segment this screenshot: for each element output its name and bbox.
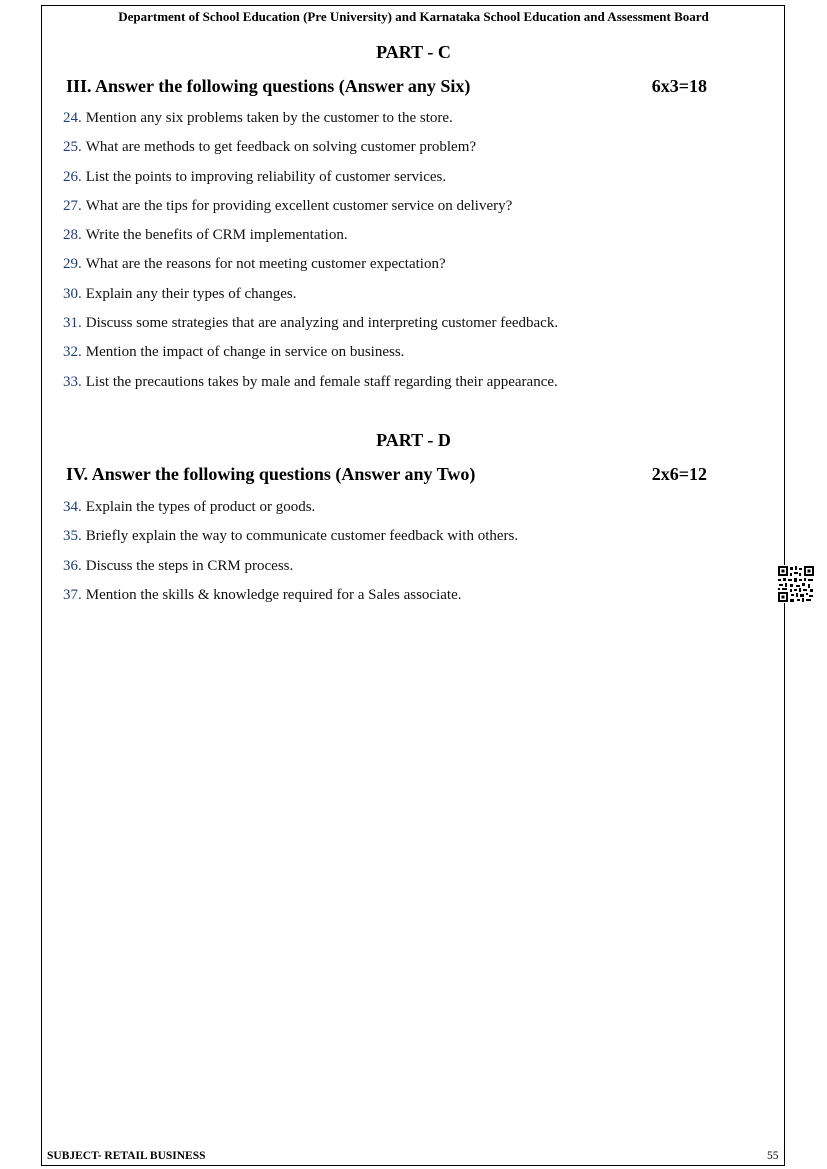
question-number: 32. — [63, 344, 82, 361]
part-c-title: PART - C — [376, 42, 451, 62]
part-d-question-list — [63, 497, 763, 614]
question-text: Mention any six problems taken by the customer to the store. — [85, 110, 453, 126]
question-item — [63, 556, 763, 585]
page-number: 55 — [767, 1150, 779, 1162]
question-number: 28. — [63, 227, 82, 244]
question-item — [63, 526, 763, 555]
question-text: Discuss some strategies that are analyzing and interpreting customer feedback. — [85, 315, 559, 332]
question-item — [63, 254, 763, 283]
question-item — [63, 313, 763, 342]
question-item — [63, 284, 763, 313]
question-item — [63, 167, 763, 196]
question-text: List the points to improving reliability of customer services. — [85, 168, 447, 185]
question-text: What are methods to get feedback on solving customer problem? — [85, 139, 477, 156]
question-text: Write the benefits of CRM implementation. — [85, 227, 348, 244]
part-c-question-list — [63, 108, 763, 401]
question-item — [63, 225, 763, 254]
question-item — [63, 342, 763, 371]
question-number: 24. — [63, 110, 82, 126]
question-item — [63, 585, 763, 614]
question-text: Mention the impact of change in service on business. — [85, 344, 405, 361]
question-number: 29. — [63, 256, 82, 273]
part-c-marks: 6x3=18 — [651, 76, 707, 96]
part-d-title: PART - D — [376, 430, 451, 450]
part-d-instruction — [66, 464, 716, 485]
question-text: What are the tips for providing excellent customer service on delivery? — [85, 197, 513, 214]
question-item — [63, 497, 763, 526]
question-number: 35. — [63, 528, 82, 545]
question-text: Discuss the steps in CRM process. — [85, 557, 294, 574]
question-text: Mention the skills & knowledge required for a Sales associate. — [85, 586, 462, 603]
footer-subject: SUBJECT- RETAIL BUSINESS — [47, 1150, 206, 1162]
question-number: 30. — [63, 285, 82, 302]
qr-code-icon — [777, 565, 815, 603]
question-number: 36. — [63, 557, 82, 574]
question-number: 26. — [63, 168, 82, 185]
question-number: 31. — [63, 315, 82, 332]
question-text: Explain any their types of changes. — [85, 285, 297, 302]
question-item — [63, 196, 763, 225]
question-item — [63, 108, 763, 137]
question-number: 34. — [63, 499, 82, 515]
question-number: 25. — [63, 139, 82, 156]
question-item — [63, 137, 763, 166]
question-number: 33. — [63, 373, 82, 390]
question-number: 27. — [63, 197, 82, 214]
question-text: Explain the types of product or goods. — [85, 499, 316, 515]
question-item — [63, 372, 763, 401]
part-c-instruction-text: III. Answer the following questions (Answer any Six) — [66, 76, 471, 96]
part-d-marks: 2x6=12 — [651, 464, 707, 484]
question-text: Briefly explain the way to communicate customer feedback with others. — [85, 528, 519, 545]
part-c-instruction — [66, 76, 716, 97]
question-text: List the precautions takes by male and female staff regarding their appearance. — [85, 373, 558, 390]
page-header: Department of School Education (Pre University) and Karnataka School Education and Assessment Board — [118, 9, 709, 24]
question-number: 37. — [63, 586, 82, 603]
question-text: What are the reasons for not meeting customer expectation? — [85, 256, 446, 273]
part-d-instruction-text: IV. Answer the following questions (Answer any Two) — [66, 464, 476, 484]
